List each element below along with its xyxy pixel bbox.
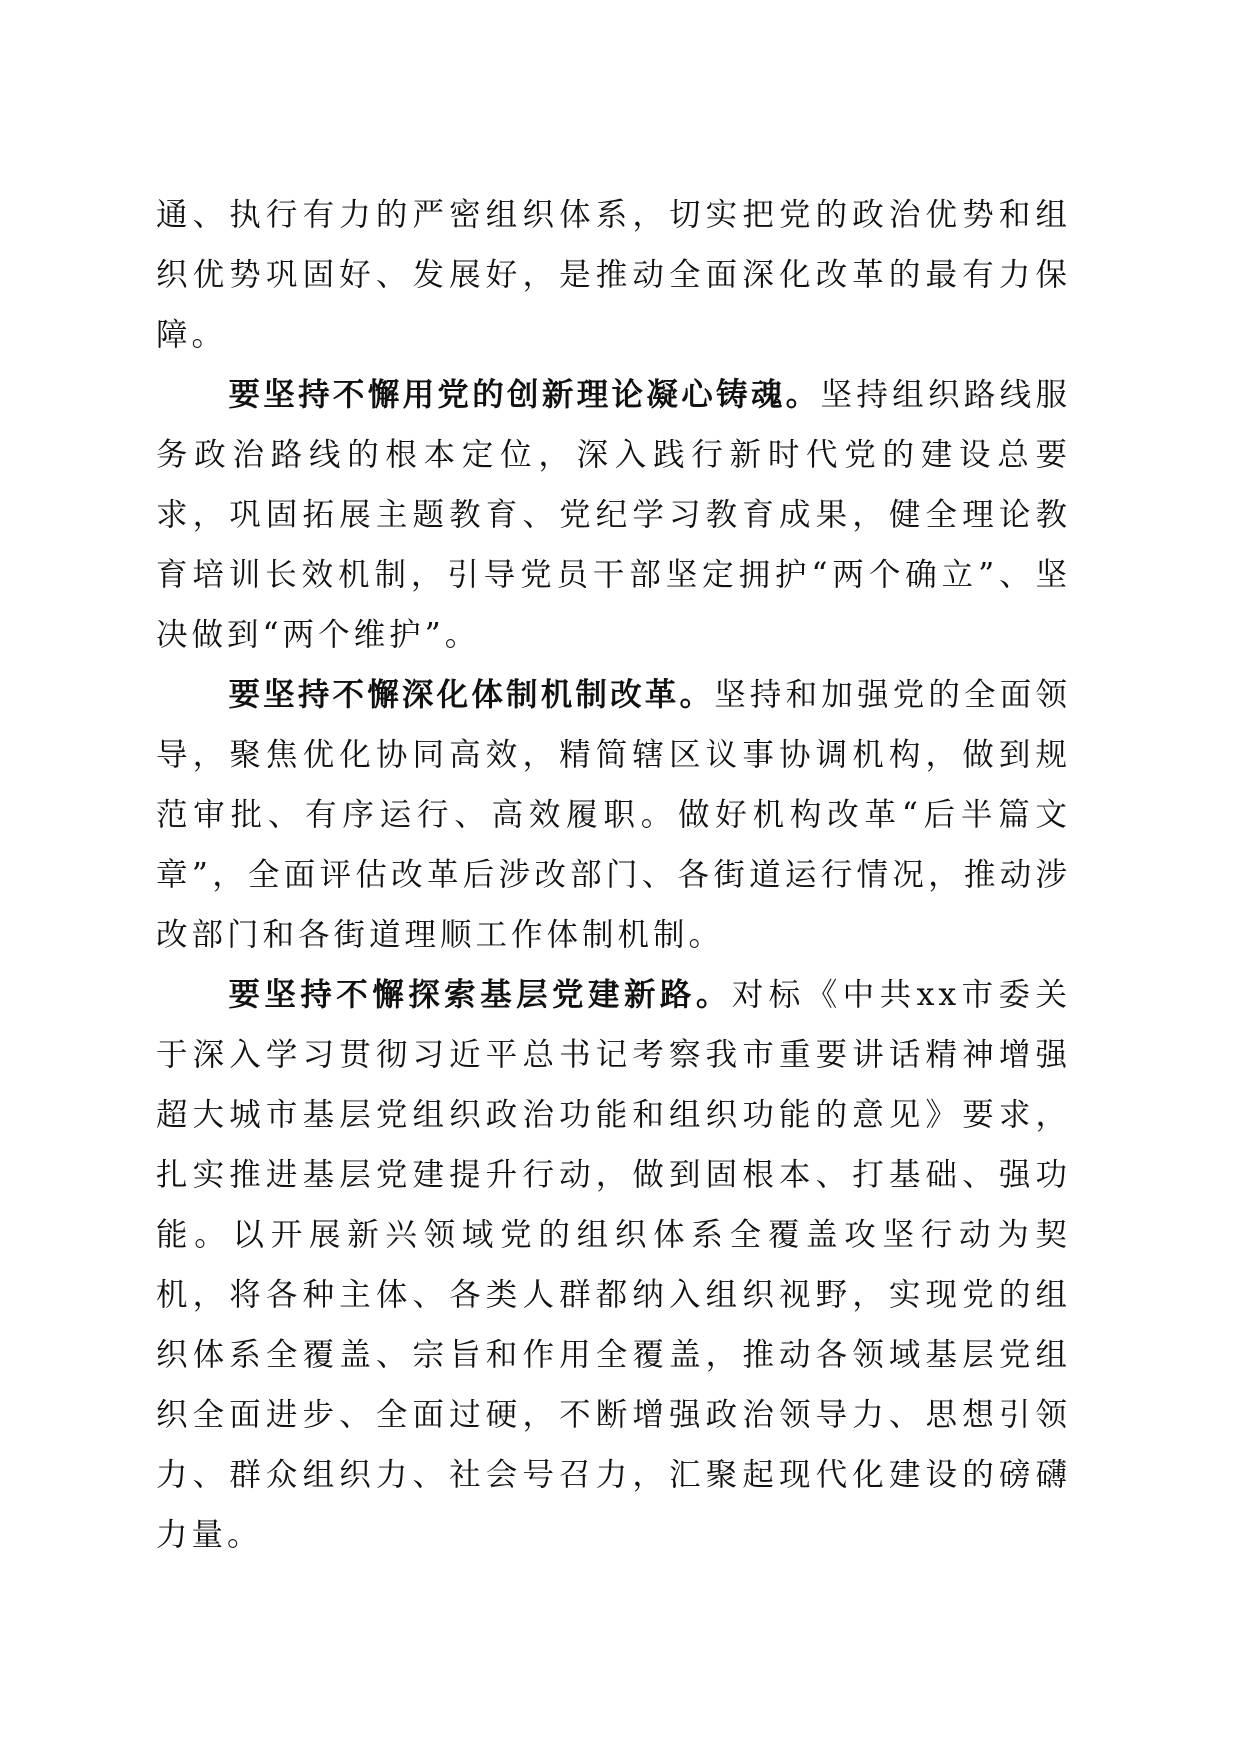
paragraph-body-text: 坚持和加强党的全面领导，聚焦优化协同高效，精简辖区议事协调机构，做到规范审批、有序运行、高效履职。做好机构改革“后半篇文章”，全面评估改革后涉改部门、各街道运行情况，推动涉改部门和各街道理顺工作体制机制。 [156,677,1071,953]
paragraph-lead-heading: 要坚持不懈深化体制机制改革。 [228,677,715,713]
paragraph-grassroots-party-building [156,965,1071,1565]
paragraph-body-text: 通、执行有力的严密组织体系，切实把党的政治优势和组织优势巩固好、发展好，是推动全面深化改革的最有力保障。 [156,197,1071,353]
paragraph-innovation-theory [156,365,1071,665]
paragraph-body-text: 对标《中共xx市委关于深入学习贯彻习近平总书记考察我市重要讲话精神增强超大城市基层党组织政治功能和组织功能的意见》要求，扎实推进基层党建提升行动，做到固根本、打基础、强功能。以开展新兴领域党的组织体系全覆盖攻坚行动为契机，将各种主体、各类人群都纳入组织视野，实现党的组织体系全覆盖、宗旨和作用全覆盖，推动各领域基层党组织全面进步、全面过硬，不断增强政治领导力、思想引领力、群众组织力、社会号召力，汇聚起现代化建设的磅礴力量。 [156,977,1071,1553]
document-body [156,185,1071,1565]
paragraph-institutional-reform [156,665,1071,965]
paragraph-lead-heading: 要坚持不懈探索基层党建新路。 [228,977,732,1013]
paragraph-lead-heading: 要坚持不懈用党的创新理论凝心铸魂。 [228,377,821,413]
paragraph-continued [156,185,1071,365]
paragraph-body-text: 坚持组织路线服务政治路线的根本定位，深入践行新时代党的建设总要求，巩固拓展主题教育、党纪学习教育成果，健全理论教育培训长效机制，引导党员干部坚定拥护“两个确立”、坚决做到“两个维护”。 [156,377,1071,653]
